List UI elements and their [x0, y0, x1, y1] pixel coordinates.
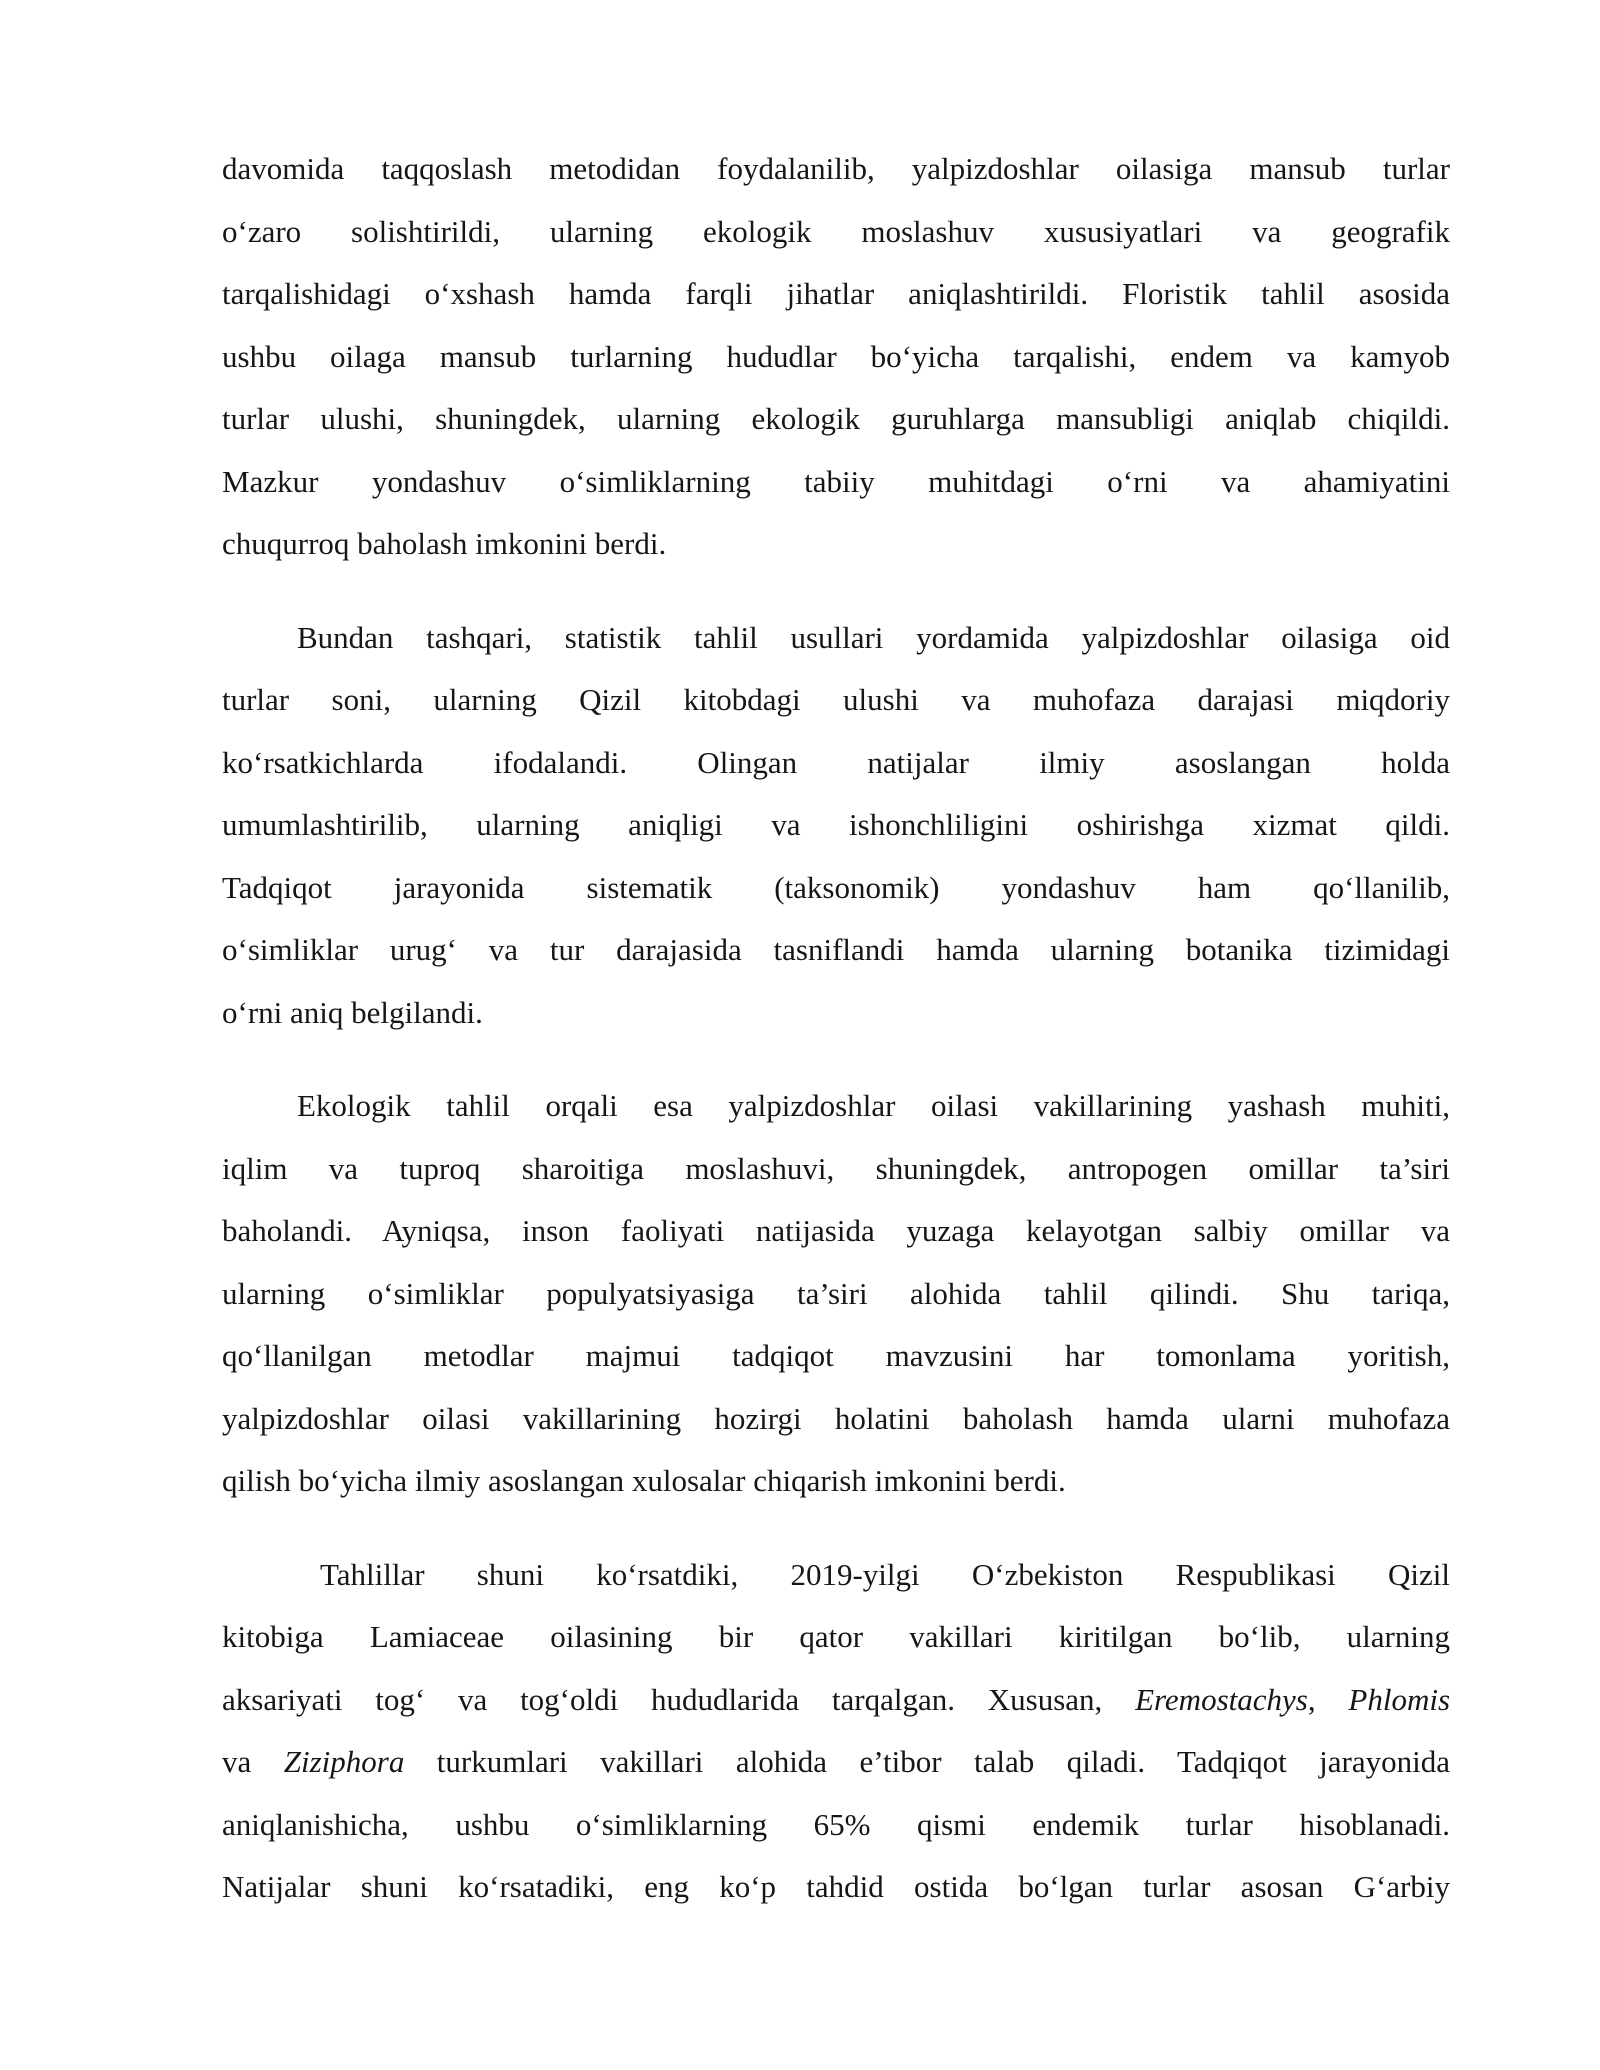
text-segment: kitobiga Lamiaceae oilasining bir qator vakillari kiritilgan bo‘lib, ularning	[222, 1619, 1450, 1654]
text-segment: Natijalar shuni ko‘rsatadiki, eng ko‘p tahdid ostida bo‘lgan turlar asosan G‘arbiy	[222, 1869, 1450, 1904]
text-segment: Ekologik tahlil orqali esa yalpizdoshlar oilasi vakillarining yashash muhiti,	[297, 1088, 1450, 1123]
italic-text-segment: Ziziphora	[283, 1744, 405, 1779]
text-line	[222, 982, 1450, 1045]
text-segment: aniqlanishicha, ushbu o‘simliklarning 65% qismi endemik turlar hisoblanadi.	[222, 1806, 1450, 1842]
text-segment: Mazkur yondashuv o‘simliklarning tabiiy muhitdagi o‘rni va ahamiyatini	[222, 463, 1450, 499]
text-line	[222, 919, 1450, 982]
text-line	[222, 669, 1450, 732]
text-segment: Tadqiqot jarayonida sistematik (taksonomik) yondashuv ham qo‘llanilib,	[222, 869, 1450, 905]
text-line	[222, 1388, 1450, 1451]
text-line	[222, 607, 1450, 670]
text-segment: turlar ulushi, shuningdek, ularning ekologik guruhlarga mansubligi aniqlab chiqildi.	[222, 401, 1450, 436]
text-line	[222, 326, 1450, 389]
text-segment: Bundan tashqari, statistik tahlil usullari yordamida yalpizdoshlar oilasiga oid	[297, 619, 1450, 655]
text-segment: ko‘rsatkichlarda ifodalandi. Olingan natijalar ilmiy asoslangan holda	[222, 744, 1450, 780]
paragraph-2	[222, 607, 1450, 1045]
text-segment: davomida taqqoslash metodidan foydalanilib, yalpizdoshlar oilasiga mansub turlar	[222, 151, 1450, 186]
text-line	[222, 1200, 1450, 1263]
text-line	[222, 1669, 1450, 1732]
text-line	[222, 1544, 1450, 1607]
text-line	[222, 513, 1450, 576]
text-line	[222, 1856, 1450, 1919]
text-segment: o‘simliklar urug‘ va tur darajasida tasniflandi hamda ularning botanika tizimidagi	[222, 932, 1450, 967]
text-segment: turlar soni, ularning Qizil kitobdagi ulushi va muhofaza darajasi miqdoriy	[222, 682, 1450, 717]
text-segment: turkumlari vakillari alohida e’tibor talab qiladi. Tadqiqot jarayonida	[404, 1744, 1450, 1779]
text-line	[222, 451, 1450, 514]
text-segment: umumlashtirilib, ularning aniqligi va ishonchliligini oshirishga xizmat qildi.	[222, 807, 1450, 842]
text-line	[222, 1731, 1450, 1794]
text-line	[222, 732, 1450, 795]
text-segment: ularning o‘simliklar populyatsiyasiga ta’siri alohida tahlil qilindi. Shu tariqa,	[222, 1275, 1450, 1311]
text-line	[222, 1263, 1450, 1326]
text-line	[222, 1325, 1450, 1388]
italic-text-segment: Eremostachys	[1135, 1681, 1308, 1717]
text-line	[222, 794, 1450, 857]
text-line	[222, 857, 1450, 920]
text-line	[222, 1138, 1450, 1201]
text-line	[222, 1075, 1450, 1138]
text-line	[222, 201, 1450, 264]
text-body	[222, 138, 1450, 1919]
text-line	[222, 1606, 1450, 1669]
text-segment: qilish bo‘yicha ilmiy asoslangan xulosalar chiqarish imkonini berdi.	[222, 1463, 1066, 1498]
paragraph-4	[222, 1544, 1450, 1919]
text-segment: o‘rni aniq belgilandi.	[222, 994, 483, 1030]
text-line	[222, 138, 1450, 201]
text-line	[222, 1450, 1450, 1513]
text-segment: qo‘llanilgan metodlar majmui tadqiqot mavzusini har tomonlama yoritish,	[222, 1338, 1450, 1373]
text-segment: chuqurroq baholash imkonini berdi.	[222, 526, 667, 561]
text-line	[222, 388, 1450, 451]
paragraph-3	[222, 1075, 1450, 1513]
text-line	[222, 263, 1450, 326]
text-line	[222, 1794, 1450, 1857]
text-segment: yalpizdoshlar oilasi vakillarining hozirgi holatini baholash hamda ularni muhofaza	[222, 1400, 1450, 1436]
text-segment: o‘zaro solishtirildi, ularning ekologik moslashuv xususiyatlari va geografik	[222, 213, 1450, 249]
text-segment: baholandi. Ayniqsa, inson faoliyati natijasida yuzaga kelayotgan salbiy omillar va	[222, 1213, 1450, 1248]
text-segment: ushbu oilaga mansub turlarning hududlar bo‘yicha tarqalishi, endem va kamyob	[222, 338, 1450, 374]
text-segment: iqlim va tuproq sharoitiga moslashuvi, shuningdek, antropogen omillar ta’siri	[222, 1150, 1450, 1186]
text-segment: aksariyati tog‘ va tog‘oldi hududlarida tarqalgan. Xususan,	[222, 1681, 1136, 1717]
italic-text-segment: Phlomis	[1348, 1681, 1451, 1717]
text-segment: tarqalishidagi o‘xshash hamda farqli jihatlar aniqlashtirildi. Floristik tahlil asosida	[222, 276, 1450, 311]
text-segment: Tahlillar shuni ko‘rsatdiki, 2019-yilgi O‘zbekiston Respublikasi Qizil	[320, 1556, 1450, 1592]
text-segment: va	[222, 1744, 284, 1779]
text-segment: ,	[1307, 1681, 1349, 1717]
paragraph-1	[222, 138, 1450, 576]
